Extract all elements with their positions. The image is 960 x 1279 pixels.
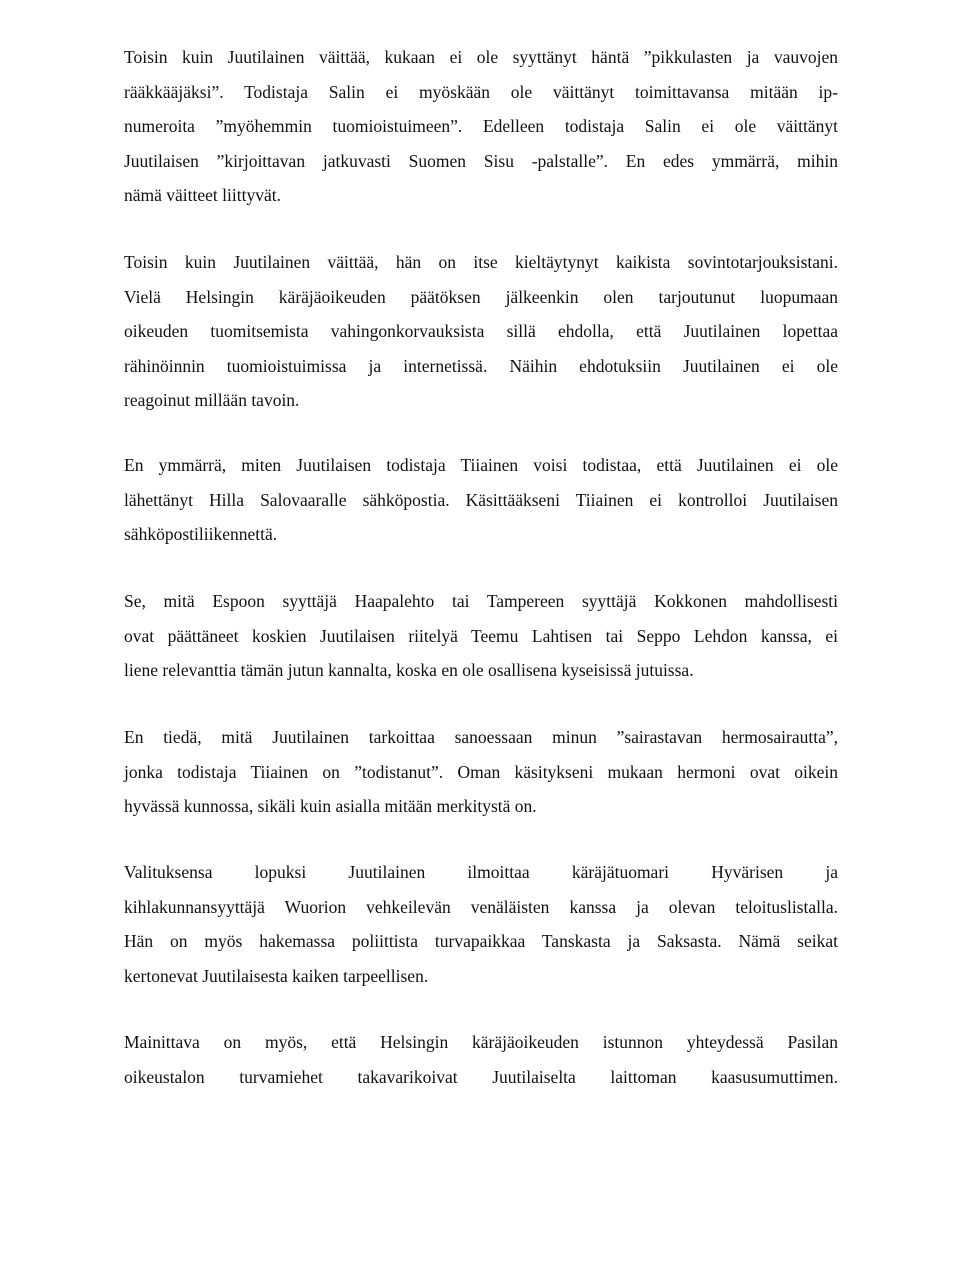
paragraph-3	[124, 448, 838, 552]
text-line: Mainittava on myös, että Helsingin käräjäoikeuden istunnon yhteydessä Pasilan	[124, 1032, 838, 1052]
text-line: En ymmärrä, miten Juutilaisen todistaja Tiiainen voisi todistaa, että Juutilainen ei ole	[124, 455, 838, 475]
text-line: hyvässä kunnossa, sikäli kuin asialla mitään merkitystä on.	[124, 796, 537, 816]
text-line: Se, mitä Espoon syyttäjä Haapalehto tai Tampereen syyttäjä Kokkonen mahdollisesti	[124, 591, 838, 611]
text-line: En tiedä, mitä Juutilainen tarkoittaa sanoessaan minun ”sairastavan hermosairautta”,	[124, 727, 838, 747]
text-line: rähinöinnin tuomioistuimissa ja internetissä. Näihin ehdotuksiin Juutilainen ei ole	[124, 355, 838, 376]
text-line: ovat päättäneet koskien Juutilaisen riitelyä Teemu Lahtisen tai Seppo Lehdon kanssa, ei	[124, 625, 838, 646]
text-line: kihlakunnansyyttäjä Wuorion vehkeilevän venäläisten kanssa ja olevan teloituslistalla.	[124, 896, 838, 917]
text-line: Toisin kuin Juutilainen väittää, hän on itse kieltäytynyt kaikista sovintotarjouksistani.	[124, 252, 838, 272]
text-line: Vielä Helsingin käräjäoikeuden päätöksen jälkeenkin olen tarjoutunut luopumaan	[124, 286, 838, 307]
text-line: Juutilaisen ”kirjoittavan jatkuvasti Suomen Sisu -palstalle”. En edes ymmärrä, mihin	[124, 150, 838, 171]
text-line: numeroita ”myöhemmin tuomioistuimeen”. Edelleen todistaja Salin ei ole väittänyt	[124, 116, 838, 136]
text-line: reagoinut millään tavoin.	[124, 390, 300, 410]
paragraph-1	[124, 40, 838, 213]
paragraph-7	[124, 1025, 838, 1094]
paragraph-5	[124, 720, 838, 824]
text-line: oikeustalon turvamiehet takavarikoivat Juutilaiselta laittoman kaasusumuttimen.	[124, 1066, 838, 1087]
text-line: Valituksensa lopuksi Juutilainen ilmoittaa käräjätuomari Hyvärisen ja	[124, 862, 838, 882]
text-line: oikeuden tuomitsemista vahingonkorvauksista sillä ehdolla, että Juutilainen lopettaa	[124, 321, 838, 341]
text-line: kertonevat Juutilaisesta kaiken tarpeellisen.	[124, 965, 429, 986]
text-line: jonka todistaja Tiiainen on ”todistanut”. Oman käsitykseni mukaan hermoni ovat oikein	[124, 761, 838, 782]
text-line: liene relevanttia tämän jutun kannalta, koska en ole osallisena kyseisissä jutuissa.	[124, 660, 694, 680]
text-line: nämä väitteet liittyvät.	[124, 185, 281, 205]
text-line: rääkkääjäksi”. Todistaja Salin ei myöskään ole väittänyt toimittavansa mitään ip-	[124, 81, 838, 102]
text-line: Hän on myös hakemassa poliittista turvapaikkaa Tanskasta ja Saksasta. Nämä seikat	[124, 931, 838, 951]
text-line: sähköpostiliikennettä.	[124, 524, 278, 544]
text-line: lähettänyt Hilla Salovaaralle sähköpostia. Käsittääkseni Tiiainen ei kontrolloi Juutilaisen	[124, 489, 838, 510]
paragraph-2	[124, 245, 838, 418]
text-line: Toisin kuin Juutilainen väittää, kukaan ei ole syyttänyt häntä ”pikkulasten ja vauvojen	[124, 47, 838, 67]
paragraph-6	[124, 855, 838, 993]
paragraph-4	[124, 584, 838, 688]
